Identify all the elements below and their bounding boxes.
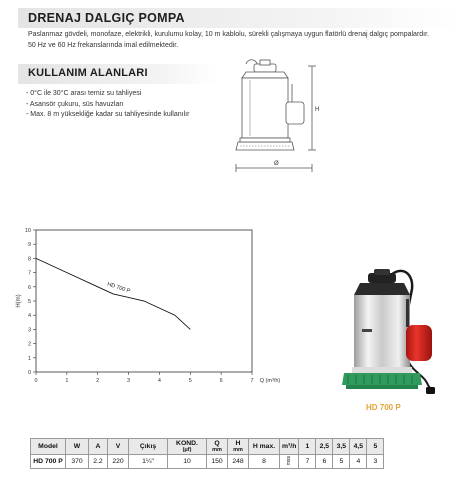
x-tick-label: 0 xyxy=(34,378,38,384)
y-tick-label: 6 xyxy=(27,284,31,291)
y-tick-label: 7 xyxy=(27,270,31,277)
usage-item: - 0°C ile 30°C arası temiz su tahliyesi xyxy=(26,90,142,97)
header-a: A xyxy=(89,439,108,455)
cell-capacitor: 10 xyxy=(168,455,207,469)
header-q-label: Q xyxy=(214,440,220,447)
usage-list xyxy=(26,89,189,121)
y-tick-label: 2 xyxy=(27,341,31,348)
header-hmax: H max. xyxy=(249,439,280,455)
y-tick-label: 9 xyxy=(27,242,31,249)
dimension-diameter-label: Ø xyxy=(274,161,279,167)
usage-item: - Asansör çukuru, süs havuzları xyxy=(26,100,124,108)
cell-head-5: 3 xyxy=(367,455,384,469)
header-outlet: Çıkış xyxy=(129,439,168,455)
product-label: HD 700 P xyxy=(366,403,401,412)
header-flow-5: 5 xyxy=(367,439,384,455)
chart-ticks xyxy=(25,228,254,384)
x-tick-label: 4 xyxy=(157,378,161,384)
x-tick-label: 6 xyxy=(219,378,223,384)
x-tick-label: 5 xyxy=(188,378,192,384)
header-flow-4: 4,5 xyxy=(350,439,367,455)
series-line-hd700p xyxy=(36,258,190,329)
header-v: V xyxy=(108,439,129,455)
header-h xyxy=(228,439,249,455)
x-tick-label: 1 xyxy=(65,378,69,384)
pump-technical-drawing xyxy=(220,56,330,186)
header-h-label: H xyxy=(235,440,241,447)
cell-hmax: 8 xyxy=(249,455,280,469)
chart-y-axis-label: H(m) xyxy=(16,294,22,308)
x-tick-label: 3 xyxy=(127,378,131,384)
cell-model: HD 700 P xyxy=(31,455,66,469)
cell-q: 150 xyxy=(207,455,228,469)
cell-head-4: 4 xyxy=(350,455,367,469)
y-tick-label: 0 xyxy=(27,370,31,376)
y-tick-label: 4 xyxy=(27,313,31,320)
header-q xyxy=(207,439,228,455)
header-capacitor xyxy=(168,439,207,455)
chart-series-label: HD 700 P xyxy=(106,281,131,295)
cell-w: 370 xyxy=(66,455,89,469)
header-flow-unit: m³/h xyxy=(280,439,299,455)
usage-title: KULLANIM ALANLARI xyxy=(28,67,148,79)
header-capacitor-unit: (μf) xyxy=(182,447,192,453)
cell-v: 220 xyxy=(108,455,129,469)
y-tick-label: 8 xyxy=(27,256,31,263)
header-capacitor-label: KOND. xyxy=(176,440,198,447)
dimension-height-label: H xyxy=(315,107,320,113)
product-description xyxy=(28,29,458,51)
performance-chart xyxy=(0,222,300,392)
cell-head-2: 6 xyxy=(316,455,333,469)
table-row xyxy=(31,455,384,469)
spec-table-header-row xyxy=(31,439,384,455)
y-tick-label: 1 xyxy=(27,355,31,362)
cell-a: 2.2 xyxy=(89,455,108,469)
header-flow-1: 1 xyxy=(299,439,316,455)
x-tick-label: 7 xyxy=(250,378,254,384)
header-flow-3: 3,5 xyxy=(333,439,350,455)
chart-x-axis-label: Q (m³/h) xyxy=(259,378,281,384)
cell-head-unit xyxy=(280,455,299,469)
cell-head-1: 7 xyxy=(299,455,316,469)
x-tick-label: 2 xyxy=(96,378,100,384)
header-model: Model xyxy=(31,439,66,455)
description-line-1: Paslanmaz gövdeli, monofaze, elektrikli, kurulumu kolay, 10 m kablolu, sürekli çalışmaya uygun flatörlü drenaj dalgıç pompalardır. xyxy=(28,31,430,38)
cell-head-3: 5 xyxy=(333,455,350,469)
y-tick-label: 5 xyxy=(27,299,31,305)
header-flow-2: 2,5 xyxy=(316,439,333,455)
cell-h: 248 xyxy=(228,455,249,469)
header-w: W xyxy=(66,439,89,455)
pump-photo xyxy=(328,265,438,405)
header-q-unit: mm xyxy=(212,447,222,453)
y-tick-label: 3 xyxy=(27,327,31,334)
header-h-unit: mm xyxy=(233,447,243,453)
usage-item: - Max. 8 m yüksekliğe kadar su tahliyesinde kullanılır xyxy=(26,111,190,118)
chart-series xyxy=(36,258,190,329)
page-title: DRENAJ DALGIÇ POMPA xyxy=(28,11,185,25)
y-tick-label: 10 xyxy=(24,228,31,234)
spec-table xyxy=(30,438,384,469)
head-unit-label: mss xyxy=(286,456,293,466)
cell-outlet: 1¼" xyxy=(129,455,168,469)
description-line-2: 50 Hz ve 60 Hz frekanslarında imal edilmektedir. xyxy=(28,42,179,49)
